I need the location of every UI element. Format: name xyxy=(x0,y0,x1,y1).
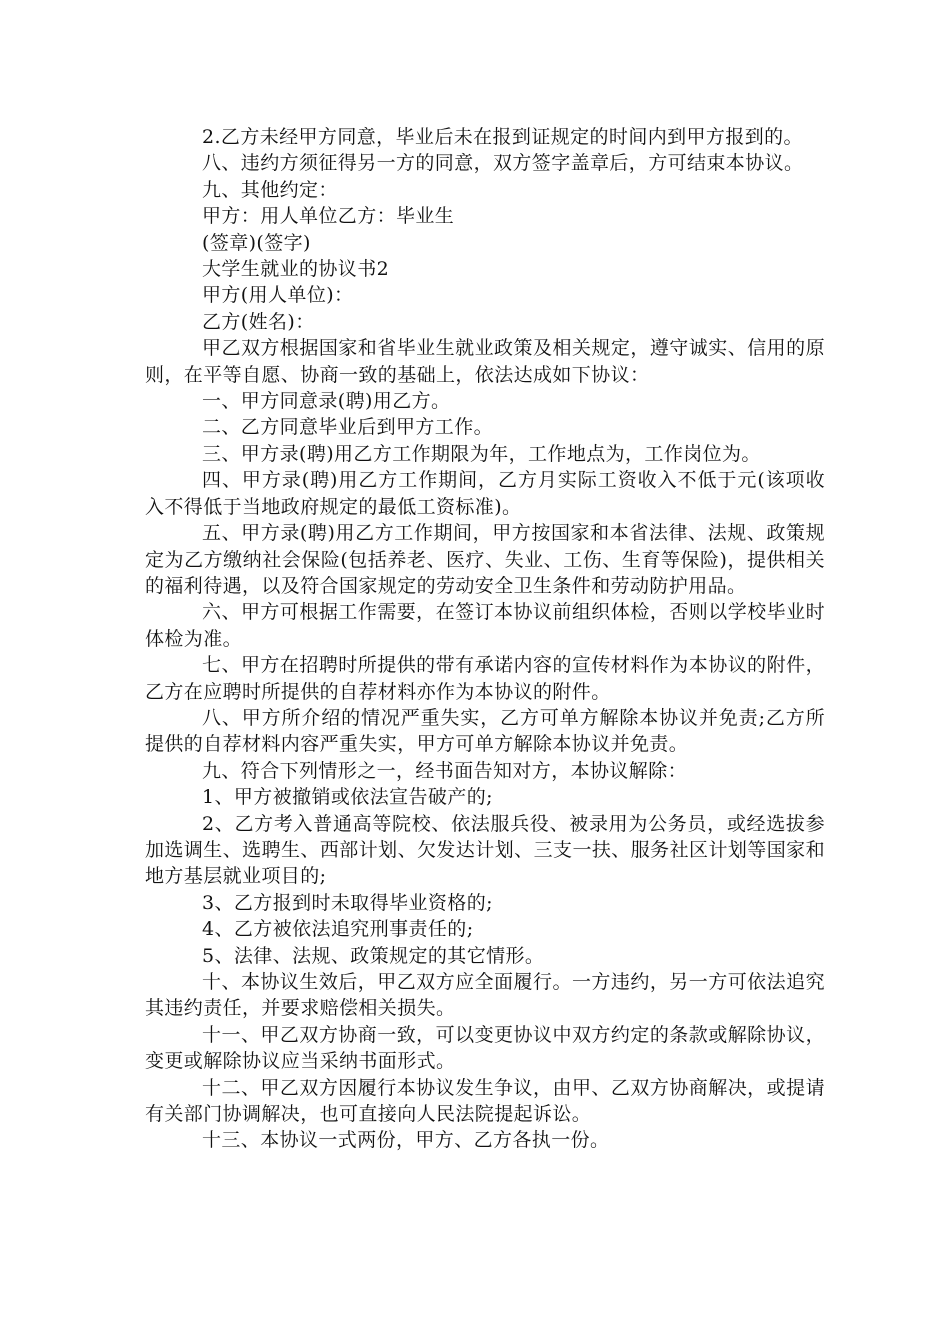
paragraph-17: 八、甲方所介绍的情况严重失实，乙方可单方解除本协议并免责;乙方所提供的自荐材料内容严重失实，甲方可单方解除本协议并免责。 xyxy=(145,706,825,756)
paragraph-1: 2.乙方未经甲方同意，毕业后未在报到证规定的时间内到甲方报到的。 xyxy=(202,126,803,148)
paragraph-24: 十、本协议生效后，甲乙双方应全面履行。一方违约，另一方可依法追究其违约责任，并要求赔偿相关损失。 xyxy=(145,971,825,1020)
document-body xyxy=(145,124,825,1154)
paragraph-9: 甲乙双方根据国家和省毕业生就业政策及相关规定，遵守诚实、信用的原则，在平等自愿、协商一致的基础上，依法达成如下协议： xyxy=(145,337,825,386)
paragraph-23: 5、法律、法规、政策规定的其它情形。 xyxy=(202,944,545,967)
party-b-line: 乙方(姓名)： xyxy=(202,310,315,333)
paragraph-20: 2、乙方考入普通高等院校、依法服兵役、被录用为公务员，或经选拔参加选调生、选聘生、西部计划、欠发达计划、三支一扶、服务社区计划等国家和地方基层就业项目的; xyxy=(145,812,825,888)
section-title: 大学生就业的协议书2 xyxy=(202,258,390,281)
paragraph-16: 七、甲方在招聘时所提供的带有承诺内容的宣传材料作为本协议的附件，乙方在应聘时所提供的自荐材料亦作为本协议的附件。 xyxy=(145,654,825,703)
paragraph-3: 九、其他约定： xyxy=(202,178,338,201)
paragraph-18: 九、符合下列情形之一，经书面告知对方，本协议解除： xyxy=(202,759,688,782)
paragraph-25: 十一、甲乙双方协商一致，可以变更协议中双方约定的条款或解除协议，变更或解除协议应当采纳书面形式。 xyxy=(145,1023,825,1073)
paragraph-19: 1、甲方被撤销或依法宣告破产的; xyxy=(202,786,493,809)
paragraph-26: 十二、甲乙双方因履行本协议发生争议，由甲、乙双方协商解决，或提请有关部门协调解决，也可直接向人民法院提起诉讼。 xyxy=(145,1076,825,1126)
paragraph-11: 二、乙方同意毕业后到甲方工作。 xyxy=(202,416,494,439)
paragraph-10: 一、甲方同意录(聘)用乙方。 xyxy=(202,390,451,413)
paragraph-2: 八、违约方须征得另一方的同意，双方签字盖章后，方可结束本协议。 xyxy=(202,152,804,175)
party-a-line: 甲方(用人单位)： xyxy=(202,284,354,307)
paragraph-4: 甲方：用人单位乙方：毕业生 xyxy=(202,205,455,228)
paragraph-21: 3、乙方报到时未取得毕业资格的; xyxy=(202,891,493,914)
paragraph-27: 十三、本协议一式两份，甲方、乙方各执一份。 xyxy=(202,1129,610,1152)
paragraph-12: 三、甲方录(聘)用乙方工作期限为年，工作地点为，工作岗位为。 xyxy=(202,442,761,465)
paragraph-5: (签章)(签字) xyxy=(202,231,311,254)
paragraph-22: 4、乙方被依法追究刑事责任的; xyxy=(202,918,474,941)
paragraph-14: 五、甲方录(聘)用乙方工作期间，甲方按国家和本省法律、法规、政策规定为乙方缴纳社会保险(包括养老、医疗、失业、工伤、生育等保险)，提供相关的福利待遇，以及符合国家规定的劳动安全卫生条件和劳动防护用品。 xyxy=(145,522,825,597)
paragraph-15: 六、甲方可根据工作需要，在签订本协议前组织体检，否则以学校毕业时体检为准。 xyxy=(145,601,825,650)
paragraph-13: 四、甲方录(聘)用乙方工作期间，乙方月实际工资收入不低于元(该项收入不得低于当地政府规定的最低工资标准)。 xyxy=(145,469,825,518)
